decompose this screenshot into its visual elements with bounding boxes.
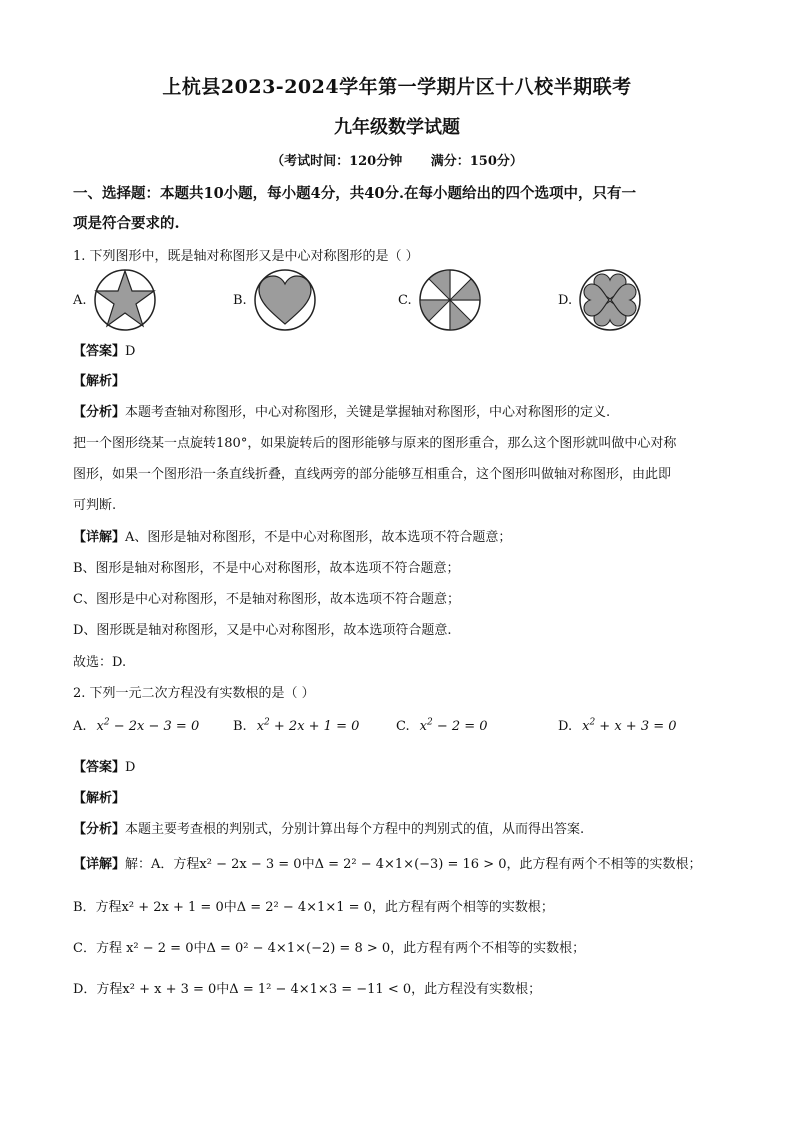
q1-explain-line3: 可判断. [73,498,117,513]
q2-option-b-eq-sup: 2 [264,718,270,728]
q1-explain-line2: 图形，如果一个图形沿一条直线折叠，直线两旁的部分能够互相重合，这个图形叫做轴对称图形，由此即 [73,467,672,482]
q2-detail-a-text: 解：A．方程x² − 2x − 3 = 0中Δ = 2² − 4×1×(−3) = 16 > 0，此方程有两个不相等的实数根； [125,857,702,872]
q1-option-a-label: A. [73,292,87,308]
q1-detail-a [73,526,733,545]
q2-option-c [396,718,488,734]
exam-meta [0,150,794,169]
q2-option-b-eq-pre: x [256,719,265,735]
q2-option-d-eq-post: + x + 3 = 0 [595,719,677,735]
heart-in-circle-icon [253,268,317,332]
q2-fenxi-text: 本题主要考查根的判别式，分别计算出每个方程中的判别式的值，从而得出答案. [125,822,585,837]
q1-option-c [398,268,482,332]
q2-option-d-eq-pre: x [582,719,590,735]
pinwheel-in-circle-icon [418,268,482,332]
q1-options [73,268,733,338]
q2-detail-a [73,853,733,872]
q2-fenxi-tag: 【分析】 [73,822,126,837]
q1-analysis-tag: 【解析】 [73,374,126,389]
q2-option-d-eq-sup: 2 [589,718,596,728]
q1-detail-c: C、图形是中心对称图形，不是轴对称图形，故本选项不符合题意； [73,592,460,607]
q1-detail-tag: 【详解】 [73,530,126,545]
q2-option-a-eq-post: − 2x − 3 = 0 [109,719,200,735]
q1-detail-d: D、图形既是轴对称图形，又是中心对称图形，故本选项符合题意. [73,623,452,638]
q2-option-a-eq [97,719,200,734]
q2-answer-value: D [125,760,136,775]
four-hearts-clover-icon [578,268,642,332]
q1-explain-line1: 把一个图形绕某一点旋转180°，如果旋转后的图形能够与原来的图形重合，那么这个图形就叫做中心对称 [73,436,677,451]
q2-option-b-eq-post: + 2x + 1 = 0 [269,719,360,735]
q2-option-c-eq-post: − 2 = 0 [432,719,488,735]
q1-stem: 1. 下列图形中，既是轴对称图形又是中心对称图形的是（ ） [73,249,419,264]
q1-fenxi [73,401,733,420]
q2-option-d-label: D. [558,719,573,735]
q2-option-c-eq-sup: 2 [426,718,433,728]
q1-option-b [233,268,317,332]
q1-answer-value: D [125,344,136,359]
q1-detail-b: B、图形是轴对称图形，不是中心对称图形，故本选项不符合题意； [73,561,460,576]
q2-option-a-label: A. [73,719,87,735]
q1-option-d-label: D. [558,292,573,308]
q2-option-a [73,718,199,734]
q2-detail-c: C．方程 x² − 2 = 0中Δ = 0² − 4×1×(−2) = 8 > 0，此方程有两个不相等的实数根； [73,941,586,956]
q2-option-c-eq [420,719,488,734]
exam-subtitle: 九年级数学试题 [334,117,460,138]
q1-fenxi-tag: 【分析】 [73,405,126,420]
q2-answer-tag: 【答案】 [73,760,126,775]
q1-detail-a-text: A、图形是轴对称图形，不是中心对称图形，故本选项不符合题意； [125,530,512,545]
q2-option-d-eq [582,719,676,734]
q2-option-a-eq-pre: x [96,719,104,735]
q2-detail-tag: 【详解】 [73,857,126,872]
q2-option-b [233,718,359,734]
q2-option-d [558,718,677,734]
q2-option-b-eq [257,719,360,734]
q1-fenxi-text: 本题考查轴对称图形，中心对称图形，关键是掌握轴对称图形，中心对称图形的定义. [125,405,611,420]
exam-time: （考试时间：120分钟 [271,154,403,169]
q1-answer-tag: 【答案】 [73,344,126,359]
q1-option-a [73,268,157,332]
q2-detail-b: B．方程x² + 2x + 1 = 0中Δ = 2² − 4×1×1 = 0，此方程有两个相等的实数根； [73,900,554,915]
q1-option-d [558,268,642,332]
q2-option-a-eq-sup: 2 [103,718,110,728]
q2-option-c-eq-pre: x [419,719,427,735]
q2-stem: 2. 下列一元二次方程没有实数根的是（ ） [73,686,315,701]
star-in-circle-icon [93,268,157,332]
q2-analysis-tag: 【解析】 [73,791,126,806]
section-heading-line2: 项是符合要求的. [73,215,180,232]
q2-options [73,718,733,738]
q2-option-b-label: B. [233,719,247,735]
q2-fenxi [73,818,733,837]
q1-option-b-label: B. [233,292,247,308]
full-score: 满分：150分） [430,154,523,169]
q1-option-c-label: C. [398,292,412,308]
q2-detail-d: D．方程x² + x + 3 = 0中Δ = 1² − 4×1×3 = −11 < 0，此方程没有实数根； [73,982,542,997]
q1-answer [73,340,733,359]
q2-option-c-label: C. [396,719,410,735]
exam-title: 上杭县2023-2024学年第一学期片区十八校半期联考 [162,76,632,98]
q1-conclusion: 故选：D. [73,655,127,670]
section-heading-line1: 一、选择题：本题共10小题，每小题4分，共40分.在每小题给出的四个选项中，只有一 [73,185,636,202]
q2-answer [73,756,733,775]
